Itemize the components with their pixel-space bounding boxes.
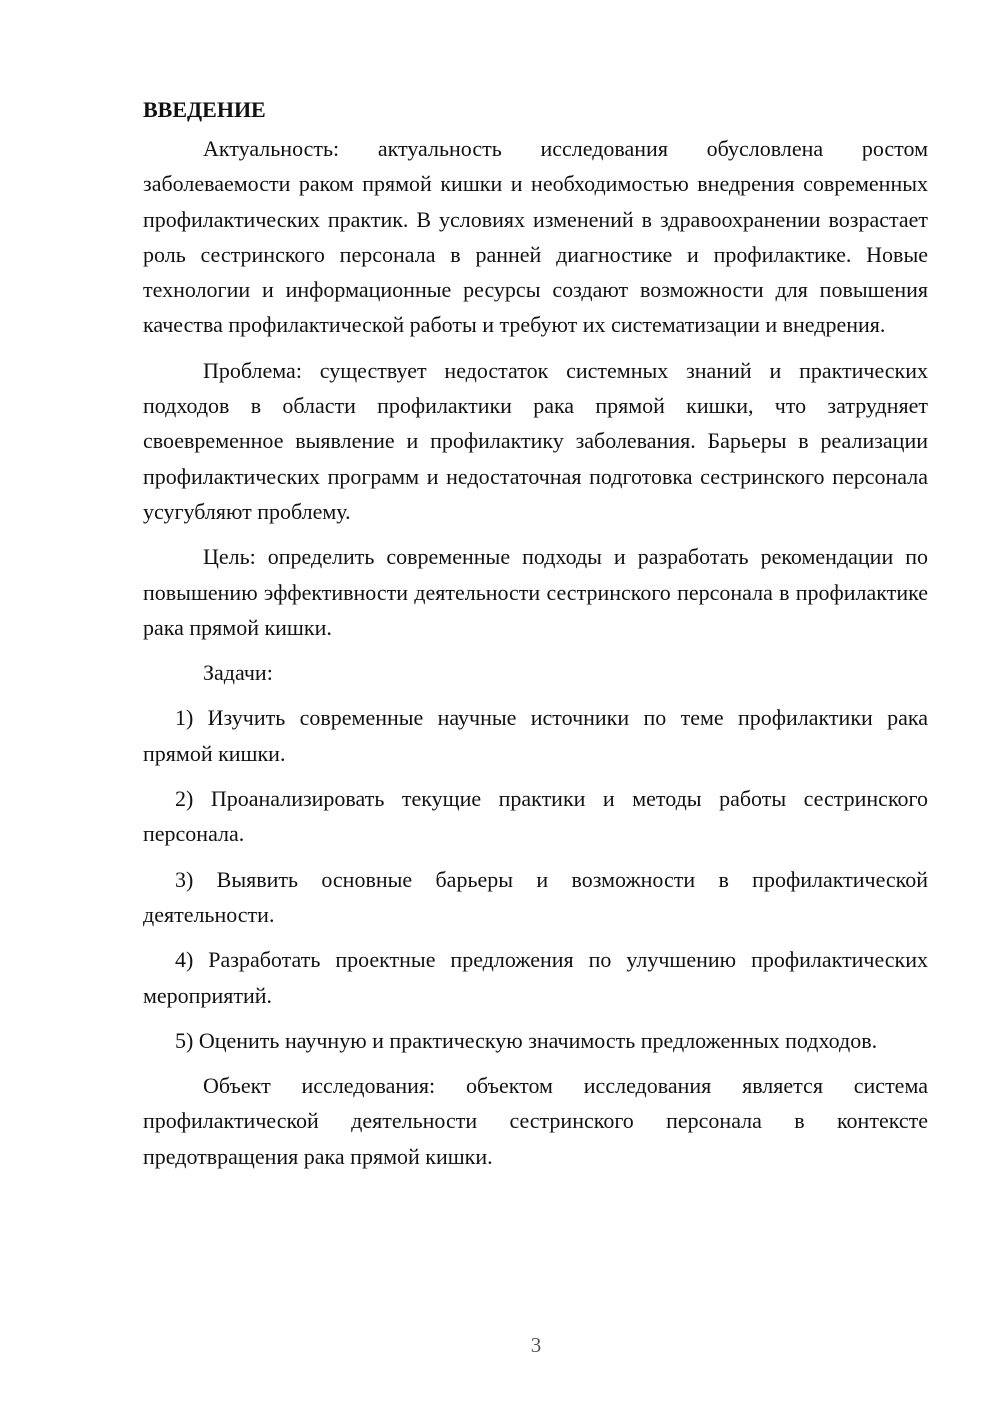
paragraph-relevance: Актуальность: актуальность исследования обусловлена ростом заболеваемости раком прямой кишки и необходимостью внедрения современных профилактических практик. В условиях изменений в здравоохранении возрастает роль сестринского персонала в ранней диагностике и профилактике. Новые технологии и информационные ресурсы создают возможности для повышения качества профилактической работы и требуют их систематизации и внедрения. xyxy=(143,136,928,338)
paragraph-problem: Проблема: существует недостаток системных знаний и практических подходов в области профилактики рака прямой кишки, что затрудняет своевременное выявление и профилактику заболевания. Барьеры в реализации профилактических программ и недостаточная подготовка сестринского персонала усугубляют проблему. xyxy=(143,357,928,524)
task-item-5: 5) Оценить научную и практическую значимость предложенных подходов. xyxy=(175,1027,878,1053)
page-content xyxy=(143,92,928,1184)
section-title: ВВЕДЕНИЕ xyxy=(143,97,266,122)
task-item-4: 4) Разработать проектные предложения по улучшению профилактических мероприятий. xyxy=(143,947,928,1008)
task-item-3: 3) Выявить основные барьеры и возможности в профилактической деятельности. xyxy=(143,866,928,927)
tasks-list xyxy=(143,700,928,1058)
paragraph-goal: Цель: определить современные подходы и разработать рекомендации по повышению эффективности деятельности сестринского персонала в профилактике рака прямой кишки. xyxy=(143,544,928,640)
paragraph-object: Объект исследования: объектом исследования является система профилактической деятельности сестринского персонала в контексте предотвращения рака прямой кишки. xyxy=(143,1073,928,1169)
task-item-2: 2) Проанализировать текущие практики и методы работы сестринского персонала. xyxy=(143,786,928,847)
tasks-label: Задачи: xyxy=(203,660,273,686)
task-item-1: 1) Изучить современные научные источники по теме профилактики рака прямой кишки. xyxy=(143,705,928,766)
page-number: 3 xyxy=(530,1333,542,1357)
